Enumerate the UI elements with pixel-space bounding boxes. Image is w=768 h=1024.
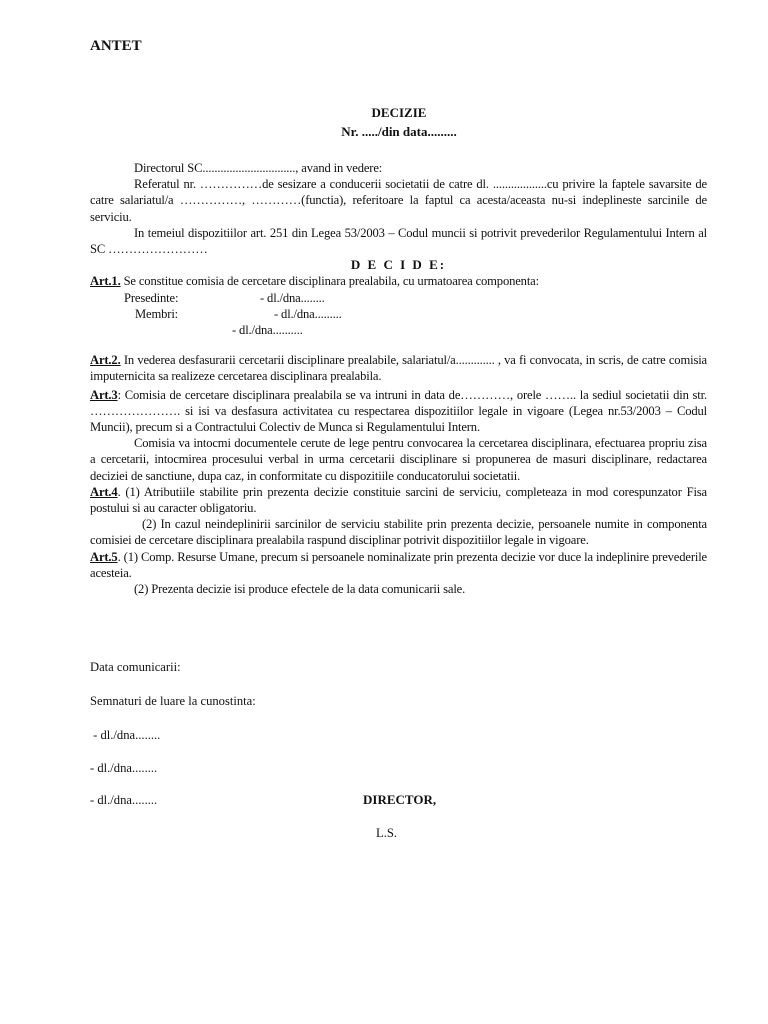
signature-line-1: - dl./dna........	[90, 728, 161, 742]
signature-line-3: - dl./dna........	[90, 793, 158, 807]
art2-label: Art.2.	[90, 353, 121, 368]
art2-paragraph	[90, 352, 707, 384]
communication-date-label: Data comunicarii:	[90, 660, 181, 674]
art1-text: Se constitue comisia de cercetare disciplinara prealabila, cu urmatoarea componenta:	[120, 274, 539, 289]
membru-1: - dl./dna.........	[274, 306, 342, 321]
art3-paragraph-2: Comisia va intocmi documentele cerute de lege pentru convocarea la cercetarea disciplinara, efectuarea propriu zisa a cercetarii, intocmirea procesului verbal in urma cercetarii disciplinare si propunerea de masuri disciplinare, redactarea deciziei de sanctiune, dupa caz, in conformitate cu dispozitiile conducatorului societatii.	[90, 436, 707, 483]
decide-heading: D E C I D E:	[350, 257, 447, 273]
art5-label: Art.5	[90, 549, 118, 564]
art3-paragraph	[90, 387, 707, 436]
presedinte-label: Presedinte:	[124, 290, 179, 305]
seal-placeholder: L.S.	[376, 826, 397, 840]
legal-basis-paragraph: In temeiul dispozitiilor art. 251 din Legea 53/2003 – Codul muncii si potrivit prevederilor Regulamentului Intern al SC ……………………	[90, 225, 707, 257]
presedinte-value: - dl./dna........	[260, 290, 325, 305]
signatures-label: Semnaturi de luare la cunostinta:	[90, 694, 256, 708]
art3-text: : Comisia de cercetare disciplinara prealabila se va intruni in data de…………, orele …….. la sediul societatii din str. …………………. si isi va desfasura activitatea cu respectarea dispozitiilor legale in vigoare (Legea nr.53/2003 – Codul Muncii), precum si a Contractului Colectiv de Munca si Regulamentului Intern.	[90, 387, 707, 435]
document-title: DECIZIE	[371, 105, 427, 120]
art4-label: Art.4	[90, 484, 118, 499]
signature-line-2: - dl./dna........	[90, 761, 158, 775]
membru-2: - dl./dna..........	[232, 323, 303, 338]
referat-paragraph: Referatul nr. ……………de sesizare a conducerii societatii de catre dl. ..................cu privire la faptele savarsite de catre salariatul/a ……………, …………(functia), referitoare la faptul ca acesta/aceasta nu-si indeplineste sarcinile de serviciu.	[90, 177, 707, 224]
decision-number: Nr. ...../din data.........	[341, 124, 457, 139]
art3-label: Art.3	[90, 387, 118, 402]
membri-row-2	[90, 322, 707, 338]
membri-label: Membri:	[135, 306, 179, 321]
art5-text: . (1) Comp. Resurse Umane, precum si persoanele nominalizate prin prezenta decizie vor duce la indeplinire prevederile acesteia.	[90, 549, 707, 580]
art1-paragraph	[90, 273, 707, 289]
art4-paragraph-2: (2) In cazul neindeplinirii sarcinilor de serviciu stabilite prin prezenta decizie, persoanele numite in componenta comisiei de cercetare disciplinara prealabila raspund disciplinar potrivit dispozitiilor legale in vigoare.	[90, 517, 707, 548]
art4-text: . (1) Atributiile stabilite prin prezenta decizie constituie sarcini de serviciu, completeaza in mod corespunzator Fisa postului si au caracter obligatoriu.	[90, 484, 707, 516]
director-signature: DIRECTOR,	[363, 792, 437, 807]
art5-paragraph	[90, 549, 707, 581]
art4-paragraph	[90, 484, 707, 516]
art2-text: In vederea desfasurarii cercetarii disciplinare prealabile, salariatul/a............. , va fi convocata, in scris, de catre comisia imputernicita sa realizeze cercetarea disciplinara prealabila.	[90, 353, 707, 384]
membri-row	[90, 306, 707, 322]
letterhead-placeholder: ANTET	[90, 38, 142, 54]
art5-paragraph-2: (2) Prezenta decizie isi produce efectele de la data comunicarii sale.	[134, 582, 466, 597]
presedinte-row	[90, 290, 707, 306]
document-body	[90, 160, 707, 597]
art1-label: Art.1.	[90, 274, 121, 289]
intro-line: Directorul SC..............................., avand in vedere:	[134, 161, 383, 175]
